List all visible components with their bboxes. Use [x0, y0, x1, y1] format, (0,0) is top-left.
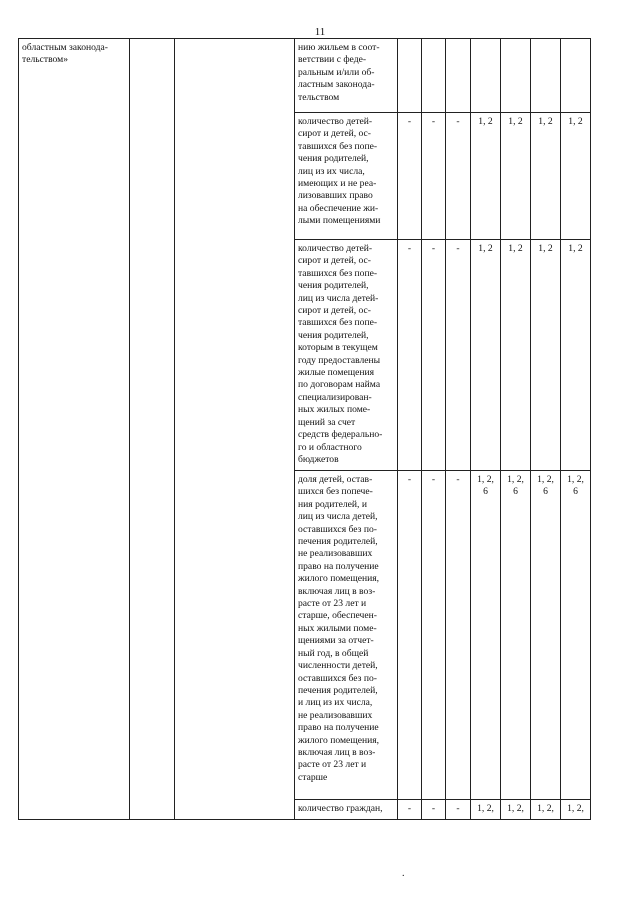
- empty-column-cell: [175, 39, 295, 820]
- value-text: 6: [543, 486, 548, 498]
- indicator-text-line: ральным и/или об-: [298, 66, 375, 78]
- indicator-text-line: численности детей,: [298, 660, 378, 672]
- indicator-text-line: чения родителей,: [298, 329, 369, 341]
- indicator-text-line: ных жилыми поме-: [298, 622, 377, 634]
- indicator-text-line: ный год, в общей: [298, 647, 369, 659]
- value-cell: [471, 800, 501, 820]
- value-cell: [501, 113, 531, 240]
- indicator-text-line: жилые помещения: [298, 367, 375, 379]
- indicator-text-line: оставшихся без по-: [298, 523, 377, 535]
- program-indicators-table: [18, 38, 591, 820]
- page-number: 11: [314, 26, 326, 38]
- indicator-text-line: на обеспечение жи-: [298, 202, 379, 214]
- indicator-text-line: шихся без попече-: [298, 486, 373, 498]
- value-text: -: [431, 803, 436, 814]
- indicator-text-line: щений за счет: [298, 416, 356, 428]
- value-text: 1, 2,: [507, 474, 524, 485]
- indicator-text-line: средств федерально-: [298, 429, 383, 441]
- indicator-cell: [295, 471, 398, 800]
- value-text: 1, 2,: [477, 474, 494, 485]
- value-cell: [561, 240, 591, 471]
- indicator-text-line: печения родителей,: [298, 536, 378, 548]
- value-text: -: [407, 474, 412, 485]
- indicator-text-line: ных жилых поме-: [298, 404, 371, 416]
- value-cell: [422, 471, 446, 800]
- value-cell: [446, 240, 471, 471]
- indicator-text-line: расте от 23 лет и: [298, 598, 367, 610]
- value-cell: [422, 240, 446, 471]
- indicator-text-line: жилого помещения,: [298, 573, 380, 585]
- indicator-text-line: тельством: [298, 91, 340, 103]
- indicator-text-line: расте от 23 лет и: [298, 759, 367, 771]
- indicator-cell: [295, 800, 398, 820]
- value-text: 6: [573, 486, 578, 498]
- indicator-text-line: специализирован-: [298, 391, 372, 403]
- indicator-text-line: ластным законода-: [298, 79, 375, 91]
- value-cell: [422, 800, 446, 820]
- value-cell: [561, 800, 591, 820]
- indicator-text-line: право на получение: [298, 560, 379, 572]
- indicator-text-line: право на получение: [298, 722, 379, 734]
- indicator-text-line: лиц из их числа,: [298, 165, 365, 177]
- indicator-text-line: количество детей-: [298, 116, 373, 127]
- value-cell: [398, 240, 422, 471]
- indicator-text-line: ния родителей, и: [298, 498, 367, 510]
- goal-text-line: тельством»: [22, 54, 69, 66]
- goal-cell: [19, 39, 130, 820]
- table-row: [19, 39, 591, 113]
- indicator-text-line: и лиц из их числа,: [298, 697, 373, 709]
- value-cell: [501, 39, 531, 113]
- value-cell: [471, 113, 501, 240]
- value-text: 1, 2,: [567, 474, 584, 485]
- indicator-text-line: старше: [298, 771, 328, 783]
- empty-column-cell: [130, 39, 175, 820]
- indicator-text-line: не реализовавших: [298, 709, 373, 721]
- indicator-text-line: включая лиц в воз-: [298, 746, 376, 758]
- indicator-text-line: тавшихся без попе-: [298, 267, 378, 279]
- value-cell: [531, 113, 561, 240]
- footer-mark: .: [402, 868, 405, 879]
- value-cell: [501, 240, 531, 471]
- value-text: 1, 2: [478, 243, 493, 254]
- value-cell: [422, 113, 446, 240]
- value-text: 1, 2,: [507, 803, 524, 814]
- indicator-text-line: количество детей-: [298, 243, 373, 254]
- indicator-cell: [295, 113, 398, 240]
- value-text: -: [431, 243, 436, 254]
- value-text: 1, 2,: [537, 474, 554, 485]
- indicator-text-line: сирот и детей, ос-: [298, 128, 371, 140]
- value-text: 1, 2: [508, 243, 523, 254]
- value-cell: [561, 113, 591, 240]
- indicator-cell: [295, 39, 398, 113]
- indicator-text-line: тавшихся без попе-: [298, 317, 378, 329]
- indicator-text-line: не реализовавших: [298, 548, 373, 560]
- value-cell: [561, 39, 591, 113]
- goal-text-line: областным законода-: [22, 42, 108, 53]
- value-text: 1, 2: [508, 116, 523, 127]
- indicator-text-line: доля детей, остав-: [298, 474, 373, 485]
- indicator-text-line: лыми помещениями: [298, 215, 381, 227]
- indicator-text-line: бюджетов: [298, 453, 339, 465]
- value-text: 1, 2: [538, 116, 553, 127]
- indicator-text-line: сирот и детей, ос-: [298, 305, 371, 317]
- value-cell: [398, 39, 422, 113]
- value-cell: [446, 800, 471, 820]
- value-cell: [446, 39, 471, 113]
- indicator-text-line: лиц из числа детей-: [298, 292, 379, 304]
- value-text: -: [431, 474, 436, 485]
- value-text: -: [456, 116, 460, 127]
- indicator-text-line: году предоставлены: [298, 354, 381, 366]
- value-cell: [501, 471, 531, 800]
- indicator-text-line: ветствии с феде-: [298, 54, 367, 66]
- value-text: 1, 2: [478, 116, 493, 127]
- value-cell: [446, 113, 471, 240]
- value-cell: [531, 800, 561, 820]
- value-text: 1, 2,: [477, 803, 494, 814]
- indicator-text-line: оставшихся без по-: [298, 672, 377, 684]
- indicator-text-line: которым в текущем: [298, 342, 378, 354]
- indicator-text-line: старше, обеспечен-: [298, 610, 377, 622]
- indicator-text-line: го и областного: [298, 441, 362, 453]
- indicator-text-line: чения родителей,: [298, 280, 369, 292]
- value-cell: [446, 471, 471, 800]
- value-cell: [422, 39, 446, 113]
- value-text: -: [431, 116, 436, 127]
- value-cell: [398, 471, 422, 800]
- value-text: -: [456, 803, 460, 814]
- value-text: -: [407, 116, 412, 127]
- indicator-text-line: сирот и детей, ос-: [298, 255, 371, 267]
- indicator-text-line: по договорам найма: [298, 379, 381, 391]
- value-text: 6: [513, 486, 518, 498]
- value-text: -: [456, 243, 460, 254]
- value-text: 6: [483, 486, 488, 498]
- indicator-text-line: имеющих и не реа-: [298, 178, 377, 190]
- indicator-text-line: нию жильем в соот-: [298, 42, 380, 53]
- value-text: -: [456, 474, 460, 485]
- indicator-text-line: печения родителей,: [298, 684, 378, 696]
- value-cell: [471, 39, 501, 113]
- indicator-text-line: включая лиц в воз-: [298, 585, 376, 597]
- indicator-text-line: щениями за отчет-: [298, 635, 374, 647]
- indicator-text-line: жилого помещения,: [298, 734, 380, 746]
- value-cell: [471, 240, 501, 471]
- value-text: 1, 2: [568, 243, 583, 254]
- indicator-text-line: лизовавших право: [298, 190, 373, 202]
- value-text: 1, 2: [538, 243, 553, 254]
- value-text: 1, 2,: [537, 803, 554, 814]
- value-cell: [561, 471, 591, 800]
- indicator-text-line: чения родителей,: [298, 153, 369, 165]
- value-cell: [531, 240, 561, 471]
- value-cell: [531, 39, 561, 113]
- value-text: -: [407, 803, 412, 814]
- value-text: -: [407, 243, 412, 254]
- value-text: 1, 2: [568, 116, 583, 127]
- value-cell: [501, 800, 531, 820]
- value-cell: [398, 800, 422, 820]
- value-cell: [531, 471, 561, 800]
- value-cell: [471, 471, 501, 800]
- indicator-text-line: тавшихся без попе-: [298, 140, 378, 152]
- indicator-text-line: лиц из числа детей,: [298, 511, 378, 523]
- value-cell: [398, 113, 422, 240]
- indicator-cell: [295, 240, 398, 471]
- value-text: 1, 2,: [567, 803, 584, 814]
- indicator-text-line: количество граждан,: [298, 803, 383, 814]
